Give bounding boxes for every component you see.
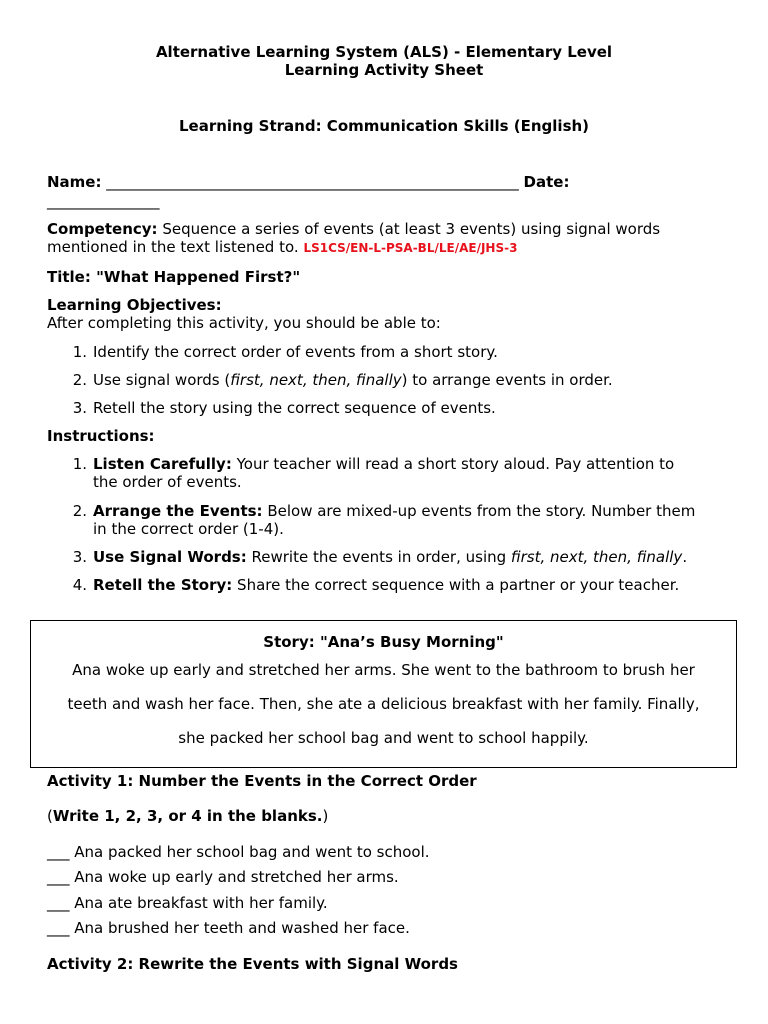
- name-label: Name:: [47, 173, 102, 191]
- document-subtitle: Learning Activity Sheet: [284, 61, 484, 79]
- objectives-heading: Learning Objectives:: [47, 296, 222, 314]
- document-title: Alternative Learning System (ALS) - Elementary Level: [155, 43, 613, 61]
- story-line: Ana woke up early and stretched her arms. She went to the bathroom to brush her: [72, 661, 695, 679]
- answer-blank[interactable]: ___: [47, 894, 70, 912]
- list-number: 2.: [72, 502, 87, 520]
- list-number: 4.: [72, 576, 87, 594]
- list-number: 3.: [72, 399, 87, 417]
- activity2-heading: Activity 2: Rewrite the Events with Signal Words: [47, 955, 458, 973]
- list-item: ___ Ana woke up early and stretched her arms.: [47, 868, 399, 886]
- competency-label: Competency:: [47, 220, 158, 238]
- competency-line2: [47, 238, 517, 257]
- list-number: 1.: [72, 343, 87, 361]
- activity1-subheading: (Write 1, 2, 3, or 4 in the blanks.): [47, 807, 329, 825]
- list-item: ___ Ana ate breakfast with her family.: [47, 894, 328, 912]
- competency-code: LS1CS/EN-L-PSA-BL/LE/AE/JHS-3: [303, 241, 518, 255]
- learning-strand: Learning Strand: Communication Skills (English): [178, 117, 590, 135]
- date-label: Date:: [523, 173, 570, 191]
- story-line: she packed her school bag and went to school happily.: [178, 729, 589, 747]
- list-number: 1.: [72, 455, 87, 473]
- activity1-heading: Activity 1: Number the Events in the Correct Order: [47, 772, 477, 790]
- objective-item: Retell the story using the correct sequence of events.: [93, 399, 496, 417]
- activity-title: Title: "What Happened First?": [47, 268, 301, 286]
- objective-item: Identify the correct order of events from a short story.: [93, 343, 498, 361]
- competency-text: Sequence a series of events (at least 3 events) using signal words: [162, 220, 661, 238]
- instructions-heading: Instructions:: [47, 427, 155, 445]
- list-item: ___ Ana brushed her teeth and washed her face.: [47, 919, 410, 937]
- story-box: [30, 620, 737, 768]
- instruction-item: Retell the Story: Share the correct sequence with a partner or your teacher.: [93, 576, 680, 594]
- competency-line1: [47, 220, 660, 238]
- name-date-line: [47, 173, 569, 191]
- list-item: ___ Ana packed her school bag and went to school.: [47, 843, 430, 861]
- answer-blank[interactable]: ___: [47, 919, 70, 937]
- story-line: teeth and wash her face. Then, she ate a delicious breakfast with her family. Finally,: [67, 695, 700, 713]
- answer-blank[interactable]: ___: [47, 868, 70, 886]
- objectives-intro: After completing this activity, you should be able to:: [47, 314, 441, 332]
- instruction-item: Use Signal Words: Rewrite the events in order, using first, next, then, finally.: [93, 548, 688, 566]
- competency-text-cont: mentioned in the text listened to.: [47, 238, 299, 256]
- name-blank: _______________________________________________________: [106, 173, 519, 191]
- list-number: 2.: [72, 371, 87, 389]
- objective-item: Use signal words (first, next, then, finally) to arrange events in order.: [93, 371, 613, 389]
- list-number: 3.: [72, 548, 87, 566]
- instruction-item: Arrange the Events: Below are mixed-up events from the story. Number them in the correct order (1-4).: [93, 502, 696, 538]
- answer-blank[interactable]: ___: [47, 843, 70, 861]
- story-title: Story: "Ana’s Busy Morning": [263, 633, 504, 651]
- instruction-item: Listen Carefully: Your teacher will read a short story aloud. Pay attention to the order of events.: [93, 455, 675, 491]
- date-blank: _______________: [47, 192, 160, 210]
